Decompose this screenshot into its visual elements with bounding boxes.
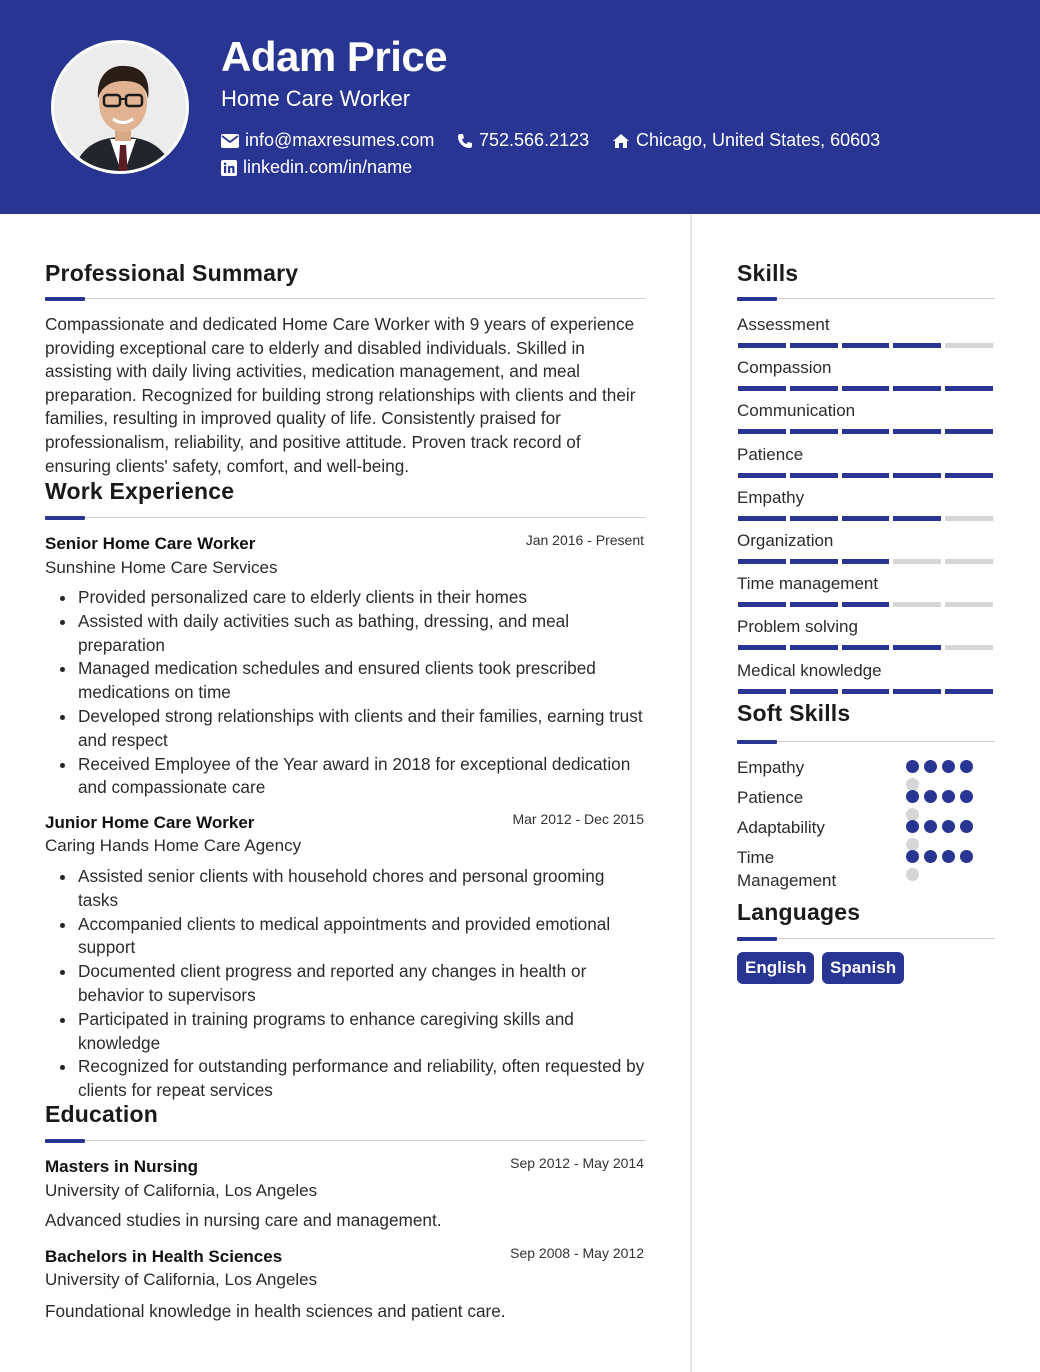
column-divider xyxy=(690,214,692,1372)
skill-segment-filled xyxy=(738,429,786,434)
list-item: Assisted senior clients with household chores and personal grooming tasks xyxy=(55,865,649,913)
experience-accent xyxy=(45,516,85,520)
skill-segment-filled xyxy=(945,473,993,478)
rating-dot-filled xyxy=(924,820,937,833)
rating-dot-filled xyxy=(942,820,955,833)
skill-segment-filled xyxy=(738,473,786,478)
contact-linkedin[interactable] xyxy=(221,157,412,178)
language-badge: Spanish xyxy=(822,952,904,984)
skill-label: Communication xyxy=(737,401,856,421)
skill-label: Time management xyxy=(737,574,879,594)
skill-level-bar xyxy=(738,559,993,564)
skill-segment-empty xyxy=(893,602,941,607)
skill-segment-filled xyxy=(945,689,993,694)
skill-level-bar xyxy=(738,602,993,607)
contact-phone[interactable] xyxy=(457,130,589,151)
soft-skill-label: Empathy xyxy=(737,758,805,777)
rating-dot-filled xyxy=(924,850,937,863)
contact-location xyxy=(612,130,880,151)
language-badge: English xyxy=(737,952,814,984)
skill-level-bar xyxy=(738,645,993,650)
list-item: Developed strong relationships with clients and their families, earning trust and respect xyxy=(55,705,649,753)
job-dates: Mar 2012 - Dec 2015 xyxy=(512,811,644,827)
skill-segment-filled xyxy=(842,559,890,564)
skill-label: Organization xyxy=(737,531,834,550)
skill-level-bar xyxy=(738,343,993,348)
skill-segment-filled xyxy=(790,386,838,391)
email-text: info@maxresumes.com xyxy=(245,130,435,150)
summary-heading: Professional Summary xyxy=(45,260,299,286)
degree-dates: Sep 2012 - May 2014 xyxy=(510,1155,644,1171)
location-text: Chicago, United States, 60603 xyxy=(636,130,881,150)
skill-segment-filled xyxy=(893,343,941,348)
soft-skill-rating xyxy=(906,790,978,821)
skill-segment-filled xyxy=(738,559,786,564)
skill-segment-filled xyxy=(842,689,890,694)
skill-segment-filled xyxy=(842,386,890,391)
degree-title: Masters in Nursing xyxy=(45,1157,199,1176)
rating-dot-empty xyxy=(906,868,919,881)
skill-segment-empty xyxy=(945,645,993,650)
skill-segment-filled xyxy=(842,602,890,607)
skills-heading: Skills xyxy=(737,260,799,286)
skill-segment-filled xyxy=(945,386,993,391)
degree-description: Advanced studies in nursing care and management. xyxy=(45,1210,442,1230)
skill-level-bar xyxy=(738,689,993,694)
skill-segment-filled xyxy=(842,516,890,521)
soft-skill-rating xyxy=(906,760,978,791)
rating-dot-filled xyxy=(942,760,955,773)
soft-skill-label: Time Management xyxy=(737,848,837,890)
skill-segment-filled xyxy=(790,343,838,348)
skill-level-bar xyxy=(738,516,993,521)
soft-skills-heading: Soft Skills xyxy=(737,700,851,726)
education-heading: Education xyxy=(45,1101,158,1127)
skill-segment-filled xyxy=(893,689,941,694)
soft-skill-label: Patience xyxy=(737,788,804,807)
languages-accent xyxy=(737,937,777,941)
degree-title: Bachelors in Health Sciences xyxy=(45,1247,283,1266)
skill-segment-filled xyxy=(893,386,941,391)
linkedin-icon xyxy=(221,160,237,176)
list-item: Recognized for outstanding performance and reliability, often requested by clients for repeat services xyxy=(55,1055,649,1103)
skill-segment-filled xyxy=(738,516,786,521)
skill-segment-filled xyxy=(893,645,941,650)
skill-segment-filled xyxy=(842,473,890,478)
skill-label: Medical knowledge xyxy=(737,660,882,680)
skill-level-bar xyxy=(738,473,993,478)
rating-dot-filled xyxy=(924,790,937,803)
skill-segment-filled xyxy=(893,473,941,478)
skill-segment-filled xyxy=(790,645,838,650)
experience-heading: Work Experience xyxy=(45,478,235,504)
skill-level-bar xyxy=(738,386,993,391)
rating-dot-filled xyxy=(960,760,973,773)
skill-segment-filled xyxy=(893,516,941,521)
skill-segment-filled xyxy=(790,473,838,478)
rating-dot-filled xyxy=(924,760,937,773)
job-dates: Jan 2016 - Present xyxy=(525,532,644,548)
languages-heading: Languages xyxy=(737,899,861,925)
contact-email[interactable] xyxy=(221,130,434,151)
list-item: Received Employee of the Year award in 2018 for exceptional dedication and compassionate care xyxy=(55,753,649,801)
phone-text: 752.566.2123 xyxy=(479,130,590,150)
skills-accent xyxy=(737,297,777,301)
job-company: Sunshine Home Care Services xyxy=(45,558,278,577)
skill-label: Empathy xyxy=(737,487,805,507)
resume-header xyxy=(0,0,1040,214)
phone-icon xyxy=(457,133,473,149)
skill-segment-empty xyxy=(945,516,993,521)
job-bullets xyxy=(55,865,649,1103)
home-icon xyxy=(612,133,630,149)
rating-dot-filled xyxy=(906,820,919,833)
rating-dot-filled xyxy=(906,790,919,803)
soft-skills-accent xyxy=(737,740,777,744)
skill-segment-filled xyxy=(842,429,890,434)
skill-label: Assessment xyxy=(737,315,830,334)
rating-dot-filled xyxy=(942,790,955,803)
skill-segment-filled xyxy=(738,602,786,607)
skill-segment-empty xyxy=(893,559,941,564)
job-company: Caring Hands Home Care Agency xyxy=(45,836,302,855)
list-item: Managed medication schedules and ensured clients took prescribed medications on time xyxy=(55,657,649,705)
summary-rule xyxy=(45,298,645,299)
skill-segment-empty xyxy=(945,602,993,607)
job-title: Junior Home Care Worker xyxy=(45,813,255,832)
skill-label: Patience xyxy=(737,444,804,464)
degree-dates: Sep 2008 - May 2012 xyxy=(510,1245,644,1261)
envelope-icon xyxy=(221,134,239,148)
education-accent xyxy=(45,1139,85,1143)
skill-label: Problem solving xyxy=(737,617,858,637)
skill-segment-empty xyxy=(945,559,993,564)
skill-segment-filled xyxy=(790,602,838,607)
skill-segment-filled xyxy=(790,559,838,564)
rating-dot-filled xyxy=(942,850,955,863)
job-bullets xyxy=(55,586,649,800)
list-item: Accompanied clients to medical appointments and provided emotional support xyxy=(55,913,649,961)
list-item: Participated in training programs to enhance caregiving skills and knowledge xyxy=(55,1008,649,1056)
linkedin-text: linkedin.com/in/name xyxy=(243,157,413,177)
skill-segment-filled xyxy=(893,429,941,434)
skill-segment-filled xyxy=(738,343,786,348)
rating-dot-filled xyxy=(960,790,973,803)
skill-segment-empty xyxy=(945,343,993,348)
experience-rule xyxy=(45,517,645,518)
skill-segment-filled xyxy=(842,343,890,348)
rating-dot-filled xyxy=(960,850,973,863)
education-rule xyxy=(45,1140,645,1141)
skill-segment-filled xyxy=(790,429,838,434)
skill-level-bar xyxy=(738,429,993,434)
skill-segment-filled xyxy=(945,429,993,434)
avatar xyxy=(51,40,189,174)
skill-segment-filled xyxy=(842,645,890,650)
skill-segment-filled xyxy=(790,516,838,521)
skill-segment-filled xyxy=(738,386,786,391)
degree-description: Foundational knowledge in health sciences and patient care. xyxy=(45,1301,506,1321)
list-item: Provided personalized care to elderly clients in their homes xyxy=(55,586,649,610)
rating-dot-filled xyxy=(906,850,919,863)
soft-skill-label: Adaptability xyxy=(737,818,825,837)
school-name: University of California, Los Angeles xyxy=(45,1270,318,1289)
soft-skill-rating xyxy=(906,820,978,851)
rating-dot-filled xyxy=(960,820,973,833)
soft-skill-rating xyxy=(906,850,978,881)
school-name: University of California, Los Angeles xyxy=(45,1181,318,1200)
list-item: Assisted with daily activities such as bathing, dressing, and meal preparation xyxy=(55,610,649,658)
list-item: Documented client progress and reported any changes in health or behavior to supervisors xyxy=(55,960,649,1008)
summary-accent xyxy=(45,297,85,301)
skill-segment-filled xyxy=(790,689,838,694)
skill-segment-filled xyxy=(738,689,786,694)
candidate-name: Adam Price xyxy=(221,33,448,80)
candidate-title: Home Care Worker xyxy=(221,86,411,111)
summary-text: Compassionate and dedicated Home Care Worker with 9 years of experience providing exceptional care to elderly and disabled individuals. Skilled in assisting with daily living activities, medication management, and meal preparation. Recognized for building strong relationships with clients and their families, resulting in improved quality of life. Consistently praised for professionalism, reliability, and positive attitude. Proven track record of ensuring clients' safety, comfort, and well-being. xyxy=(45,314,636,476)
skill-label: Compassion xyxy=(737,358,832,378)
job-title: Senior Home Care Worker xyxy=(45,534,256,553)
rating-dot-filled xyxy=(906,760,919,773)
skill-segment-filled xyxy=(738,645,786,650)
